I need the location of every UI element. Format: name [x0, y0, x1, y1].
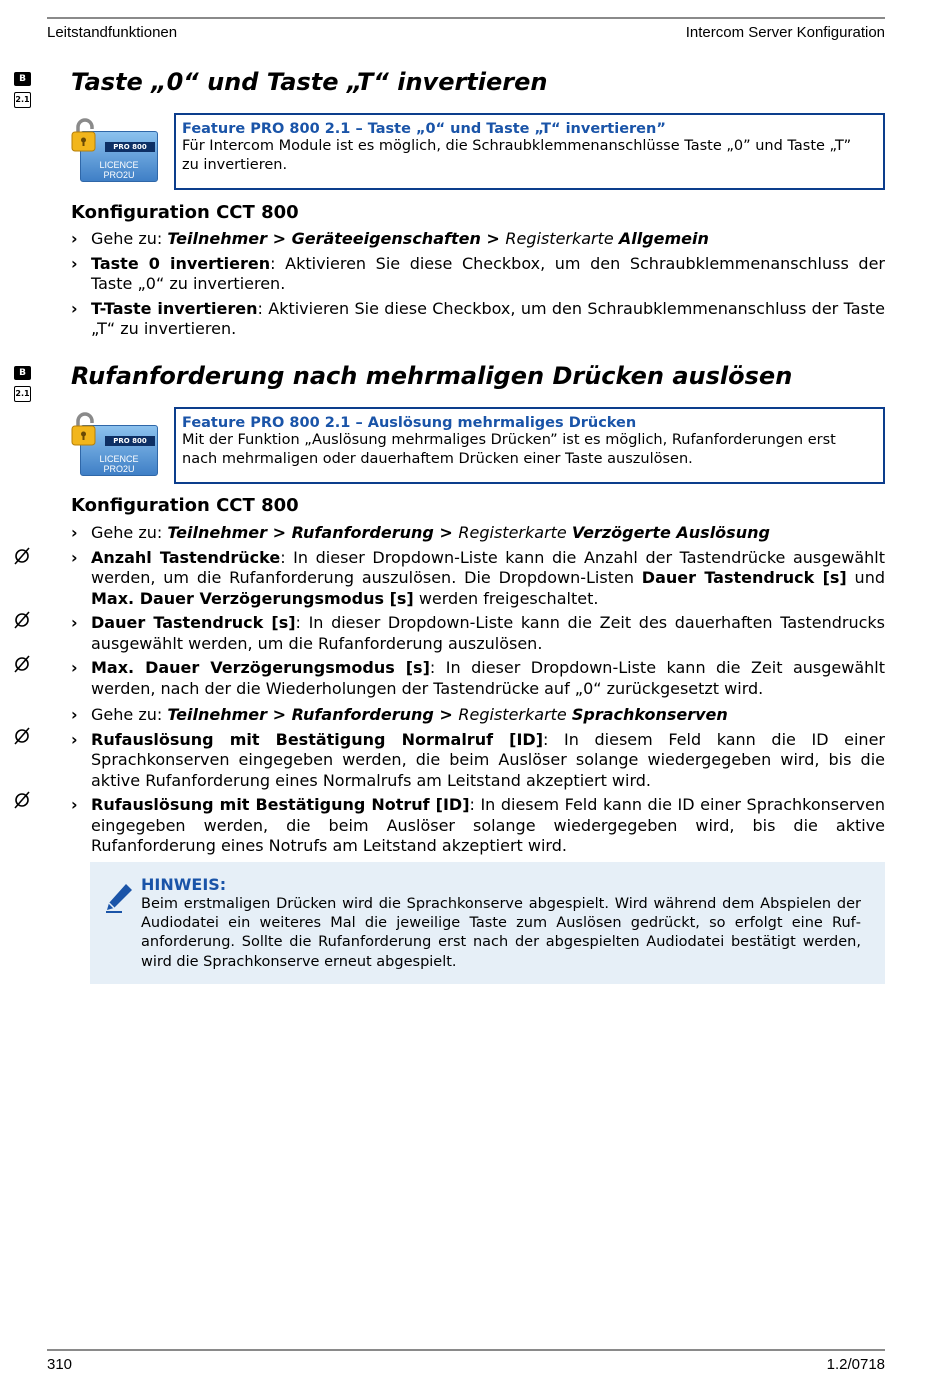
list-item: › Max. Dauer Verzögerungsmodus [s]: In dieser Dropdown-Liste kann die Zeit ausgewählt werden, nach der die Wiederholungen der Tastendrücke auf „0“ zurückgesetzt wird. — [71, 658, 886, 698]
chevron-right-icon: › — [71, 729, 78, 749]
licence-pro-label: PRO 800 — [105, 142, 155, 152]
chevron-right-icon: › — [71, 658, 78, 677]
licence-icon — [70, 411, 160, 477]
list-item: › Rufauslösung mit Bestätigung Notruf [ID]: In diesem Feld kann die ID einer Sprachkonserven eingegeben werden, die beim Auslöser solange wiedergegeben wird, bis die aktive Rufanforderung eines Notrufs am Leitstand akzeptiert wird. — [71, 795, 885, 855]
not-applicable-icon — [13, 655, 31, 673]
list-item: › Rufauslösung mit Bestätigung Normalruf [ID]: In diesem Feld kann die ID einer Sprachkonserven eingegeben werden, die beim Auslöser solange wiedergegeben wird, bis die aktive Rufanforderung eines Normalrufs am Leitstand akzeptiert wird. — [71, 729, 885, 790]
pencil-icon — [104, 882, 134, 914]
chevron-right-icon: › — [71, 523, 78, 542]
list-item: › Gehe zu: Teilnehmer > Geräteeigenschaften > Registerkarte Allgemein — [71, 229, 709, 248]
document-version: 1.2/0718 — [826, 1356, 885, 1373]
note-text: Beim erstmaligen Drücken wird die Sprachkonserve abgespielt. Wird während dem Abspielen der Audiodatei ein weiteres Mal die jeweilige Taste zum Auslösen gedrückt, so erfolgt eine Rufanforderung. Sollte die Rufanforderung erst nach der abgespielten Audiodatei bestätigt werden, wird die Sprachkonserve erneut abgespielt. — [141, 896, 861, 970]
config-heading: Konfiguration CCT 800 — [71, 202, 299, 223]
section-title: Rufanforderung nach mehrmaligen Drücken auslösen — [71, 362, 793, 390]
page-number: 310 — [47, 1356, 73, 1373]
badge-letter: B — [14, 72, 31, 86]
chevron-right-icon: › — [71, 547, 78, 567]
config-list — [71, 523, 885, 857]
licence-text: LICENCE PRO2U — [99, 454, 139, 474]
note-box — [90, 862, 885, 984]
list-item: › Gehe zu: Teilnehmer > Rufanforderung > Registerkarte Sprachkonserven — [71, 705, 728, 724]
feature-text: Für Intercom Module ist es möglich, die Schraubklemmenanschlüsse Taste „0” und Taste „T” zu invertieren. — [182, 138, 852, 173]
chevron-right-icon: › — [71, 705, 78, 724]
not-applicable-icon — [13, 547, 31, 565]
badge-letter: B — [14, 366, 31, 380]
list-item: › Anzahl Tastendrücke: In dieser Dropdown-Liste kann die Anzahl der Tastendrücke ausgewählt werden, um die Rufanforderung auszulösen. Die Dropdown-Listen Dauer Tastendruck [s] und Max. Dauer Verzögerungsmodus [s] werden freigeschaltet. — [71, 547, 885, 608]
list-item: › Taste 0 invertieren: Aktivieren Sie diese Checkbox, um den Schraubklemmenanschluss der Taste „0“ zu invertieren. — [71, 253, 885, 293]
list-item: › Gehe zu: Teilnehmer > Rufanforderung > Registerkarte Verzögerte Auslösung — [71, 523, 770, 542]
config-heading: Konfiguration CCT 800 — [71, 495, 299, 516]
version-badge — [14, 366, 33, 402]
feature-title: Feature PRO 800 2.1 – Auslösung mehrmaliges Drücken — [182, 415, 637, 431]
chevron-right-icon: › — [71, 253, 78, 273]
chevron-right-icon: › — [71, 298, 78, 318]
section-title: Taste „0“ und Taste „T“ invertieren — [71, 68, 548, 96]
chevron-right-icon: › — [71, 229, 78, 248]
feature-box — [174, 407, 885, 484]
licence-text: LICENCE PRO2U — [99, 160, 139, 180]
list-item: › Dauer Tastendruck [s]: In dieser Dropdown-Liste kann die Zeit des dauerhaften Tastendrucks ausgewählt werden, um die Rufanforderung auszulösen. — [71, 613, 886, 653]
feature-title: Feature PRO 800 2.1 – Taste „0“ und Taste „T“ invertieren” — [182, 121, 666, 137]
chevron-right-icon: › — [71, 613, 78, 632]
version-badge — [14, 72, 33, 108]
not-applicable-icon — [13, 791, 31, 809]
chevron-right-icon: › — [71, 795, 78, 814]
not-applicable-icon — [13, 611, 31, 629]
feature-text: Mit der Funktion „Auslösung mehrmaliges Drücken” ist es möglich, Rufanforderungen erst nach mehrmaligen oder dauerhaftem Drücken einer Taste auszulösen. — [182, 432, 836, 467]
feature-box — [174, 113, 885, 190]
header-chapter: Leitstandfunktionen — [47, 24, 178, 41]
badge-version: 2.1 — [14, 92, 31, 108]
licence-pro-label: PRO 800 — [105, 436, 155, 446]
note-title: HINWEIS: — [141, 875, 227, 894]
padlock-icon — [70, 411, 100, 447]
footer-rule — [47, 1349, 885, 1351]
not-applicable-icon — [13, 727, 31, 745]
config-list — [71, 229, 885, 340]
badge-version: 2.1 — [14, 386, 31, 402]
padlock-icon — [70, 117, 100, 153]
licence-icon — [70, 117, 160, 183]
header-rule — [47, 17, 885, 19]
header-title: Intercom Server Konfiguration — [685, 24, 885, 41]
list-item: › T-Taste invertieren: Aktivieren Sie diese Checkbox, um den Schraubklemmenanschluss der Taste „T“ zu invertieren. — [71, 298, 885, 338]
